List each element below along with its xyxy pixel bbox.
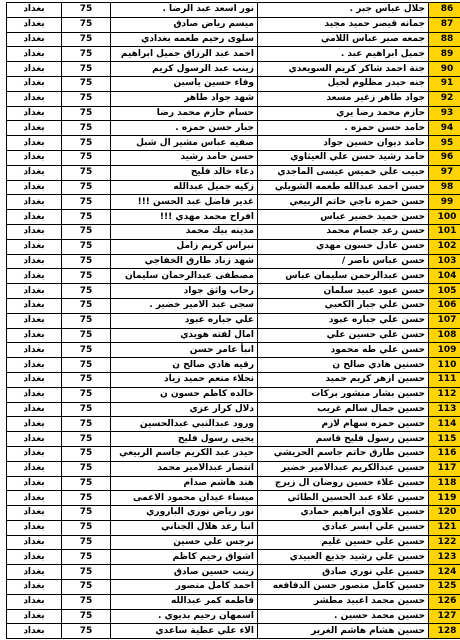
- student-name-cell: حسين عبدالكريم عبدالامير خضير: [258, 461, 429, 476]
- mother-name-cell: سلوى رحيم طعمه بغدادي: [111, 32, 258, 47]
- score-cell: 75: [62, 91, 111, 106]
- student-name-cell: جواد طاهر زغير مسعد: [258, 91, 429, 106]
- row-number-cell: 120: [429, 506, 460, 521]
- table-row: [7, 313, 460, 328]
- table-row: [7, 624, 460, 639]
- score-cell: 75: [62, 343, 111, 358]
- score-cell: 75: [62, 594, 111, 609]
- score-cell: 75: [62, 313, 111, 328]
- table-row: [7, 432, 460, 447]
- score-cell: 75: [62, 372, 111, 387]
- row-number-cell: 94: [429, 121, 460, 136]
- student-name-cell: حسن عبدالرحمن سليمان عباس: [258, 269, 429, 284]
- city-cell: بغداد: [7, 372, 62, 387]
- score-cell: 75: [62, 121, 111, 136]
- row-number-cell: 123: [429, 550, 460, 565]
- score-cell: 75: [62, 284, 111, 299]
- mother-name-cell: خالده كاظم حسون ن: [111, 387, 258, 402]
- student-name-cell: حسن حميد خضير عباس: [258, 210, 429, 225]
- student-name-cell: جمانه قيصر حميد مجيد: [258, 17, 429, 32]
- mother-name-cell: اشواق رحيم كاظم: [111, 550, 258, 565]
- city-cell: بغداد: [7, 180, 62, 195]
- table-row: [7, 402, 460, 417]
- mother-name-cell: زينب عبد الرسول كريم: [111, 62, 258, 77]
- score-cell: 75: [62, 476, 111, 491]
- city-cell: بغداد: [7, 62, 62, 77]
- student-name-cell: جنه حيدر مظلوم لجيل: [258, 76, 429, 91]
- table-row: [7, 550, 460, 565]
- row-number-cell: 92: [429, 91, 460, 106]
- city-cell: بغداد: [7, 121, 62, 136]
- city-cell: بغداد: [7, 535, 62, 550]
- score-cell: 75: [62, 62, 111, 77]
- mother-name-cell: سجى عبد الامير خضير .: [111, 298, 258, 313]
- table-row: [7, 224, 460, 239]
- row-number-cell: 115: [429, 432, 460, 447]
- score-cell: 75: [62, 550, 111, 565]
- score-cell: 75: [62, 195, 111, 210]
- student-name-cell: جميل ابراهيم عبد .: [258, 47, 429, 62]
- table-row: [7, 32, 460, 47]
- mother-name-cell: شهد زناد طارق الخفاجي: [111, 254, 258, 269]
- student-name-cell: حسن رعد جسام محمد: [258, 224, 429, 239]
- city-cell: بغداد: [7, 150, 62, 165]
- student-name-cell: حسن علي جباره عبود: [258, 313, 429, 328]
- city-cell: بغداد: [7, 328, 62, 343]
- table-row: [7, 91, 460, 106]
- row-number-cell: 126: [429, 594, 460, 609]
- city-cell: بغداد: [7, 313, 62, 328]
- student-name-cell: حسين علي نوري صادق: [258, 565, 429, 580]
- score-cell: 75: [62, 269, 111, 284]
- table-row: [7, 372, 460, 387]
- row-number-cell: 124: [429, 565, 460, 580]
- table-row: [7, 210, 460, 225]
- student-name-cell: حسنين هادي صالح ن: [258, 358, 429, 373]
- mother-name-cell: هند هاشم صدام: [111, 476, 258, 491]
- score-cell: 75: [62, 461, 111, 476]
- city-cell: بغداد: [7, 476, 62, 491]
- row-number-cell: 118: [429, 476, 460, 491]
- mother-name-cell: نور اسعد عبد الرضا .: [111, 3, 258, 18]
- mother-name-cell: نرجس علي حسين: [111, 535, 258, 550]
- table-row: [7, 47, 460, 62]
- student-name-cell: حسين علي حسين غليم: [258, 535, 429, 550]
- city-cell: بغداد: [7, 432, 62, 447]
- student-name-cell: حسن احمد عبدالله طعمه الشويلي: [258, 180, 429, 195]
- score-cell: 75: [62, 210, 111, 225]
- score-cell: 75: [62, 535, 111, 550]
- score-cell: 75: [62, 298, 111, 313]
- city-cell: بغداد: [7, 446, 62, 461]
- mother-name-cell: رحاب واثق جواد: [111, 284, 258, 299]
- row-number-cell: 88: [429, 32, 460, 47]
- city-cell: بغداد: [7, 417, 62, 432]
- city-cell: بغداد: [7, 76, 62, 91]
- table-row: [7, 609, 460, 624]
- city-cell: بغداد: [7, 284, 62, 299]
- row-number-cell: 102: [429, 239, 460, 254]
- table-row: [7, 269, 460, 284]
- table-row: [7, 165, 460, 180]
- city-cell: بغداد: [7, 224, 62, 239]
- row-number-cell: 111: [429, 372, 460, 387]
- student-name-cell: حسين محمد حسين .: [258, 609, 429, 624]
- row-number-cell: 121: [429, 520, 460, 535]
- mother-name-cell: ورود عبدالنبي عبدالحسين: [111, 417, 258, 432]
- table-row: [7, 446, 460, 461]
- mother-name-cell: زينب حسين صادق: [111, 565, 258, 580]
- row-number-cell: 127: [429, 609, 460, 624]
- table-row: [7, 328, 460, 343]
- student-name-cell: حسن عبود عبيد سلمان: [258, 284, 429, 299]
- mother-name-cell: امال لفته هويدي: [111, 328, 258, 343]
- city-cell: بغداد: [7, 269, 62, 284]
- mother-name-cell: ميساء عيدان محمود الاعمى: [111, 491, 258, 506]
- city-cell: بغداد: [7, 565, 62, 580]
- student-name-cell: حسين ازهر كريم حميد: [258, 372, 429, 387]
- score-cell: 75: [62, 387, 111, 402]
- mother-name-cell: الاء علي عطية ساعدي: [111, 624, 258, 639]
- mother-name-cell: رقيه هادي صالح ن: [111, 358, 258, 373]
- table-row: [7, 180, 460, 195]
- mother-name-cell: انبأ عامر حسن: [111, 343, 258, 358]
- city-cell: بغداد: [7, 387, 62, 402]
- mother-name-cell: يحيى رسول فليح: [111, 432, 258, 447]
- mother-name-cell: مدينه بيك محمد: [111, 224, 258, 239]
- city-cell: بغداد: [7, 106, 62, 121]
- table-row: [7, 417, 460, 432]
- score-cell: 75: [62, 580, 111, 595]
- mother-name-cell: نبراس كريم زامل: [111, 239, 258, 254]
- table-row: [7, 106, 460, 121]
- row-number-cell: 104: [429, 269, 460, 284]
- city-cell: بغداد: [7, 343, 62, 358]
- score-cell: 75: [62, 624, 111, 639]
- row-number-cell: 122: [429, 535, 460, 550]
- student-name-cell: حسين علي رشيد جذيع العبيدي: [258, 550, 429, 565]
- score-cell: 75: [62, 76, 111, 91]
- city-cell: بغداد: [7, 3, 62, 18]
- city-cell: بغداد: [7, 165, 62, 180]
- table-row: [7, 506, 460, 521]
- table-row: [7, 136, 460, 151]
- city-cell: بغداد: [7, 402, 62, 417]
- student-name-cell: حامد حسن حمزه .: [258, 121, 429, 136]
- city-cell: بغداد: [7, 506, 62, 521]
- city-cell: بغداد: [7, 17, 62, 32]
- table-row: [7, 491, 460, 506]
- row-number-cell: 107: [429, 313, 460, 328]
- city-cell: بغداد: [7, 520, 62, 535]
- table-row: [7, 121, 460, 136]
- student-name-cell: حسين علي ابسر عبادي: [258, 520, 429, 535]
- score-cell: 75: [62, 402, 111, 417]
- student-name-cell: حازم محمد رضا يري: [258, 106, 429, 121]
- city-cell: بغداد: [7, 358, 62, 373]
- score-cell: 75: [62, 506, 111, 521]
- student-name-cell: حسن علي جبار الكعبي: [258, 298, 429, 313]
- student-name-cell: حسين محمد اعبيد مطشر: [258, 594, 429, 609]
- table-row: [7, 195, 460, 210]
- student-name-cell: حسين حمزه سهام لازم: [258, 417, 429, 432]
- mother-name-cell: نجلاء منعم حميد زياد: [111, 372, 258, 387]
- table-row: [7, 298, 460, 313]
- mother-name-cell: علي جباره عبود: [111, 313, 258, 328]
- table-row: [7, 565, 460, 580]
- table-row: [7, 580, 460, 595]
- mother-name-cell: جبار حسن حمزه .: [111, 121, 258, 136]
- table-row: [7, 284, 460, 299]
- mother-name-cell: زكيه جميل عبدالله: [111, 180, 258, 195]
- table-row: [7, 3, 460, 18]
- table-row: [7, 343, 460, 358]
- city-cell: بغداد: [7, 580, 62, 595]
- row-number-cell: 97: [429, 165, 460, 180]
- row-number-cell: 100: [429, 210, 460, 225]
- student-name-cell: حسن علي حسين علي: [258, 328, 429, 343]
- city-cell: بغداد: [7, 461, 62, 476]
- mother-name-cell: انتصار عبدالامير محمد: [111, 461, 258, 476]
- mother-name-cell: نور رياض نوري الباروري: [111, 506, 258, 521]
- table-body: [7, 3, 460, 639]
- table-row: [7, 358, 460, 373]
- city-cell: بغداد: [7, 32, 62, 47]
- row-number-cell: 93: [429, 106, 460, 121]
- mother-name-cell: اسمهان رحيم بديوي .: [111, 609, 258, 624]
- table-row: [7, 476, 460, 491]
- row-number-cell: 87: [429, 17, 460, 32]
- score-cell: 75: [62, 328, 111, 343]
- mother-name-cell: حسن حامد رشيد: [111, 150, 258, 165]
- score-cell: 75: [62, 432, 111, 447]
- row-number-cell: 103: [429, 254, 460, 269]
- student-name-cell: حسن عباس ناصر /: [258, 254, 429, 269]
- mother-name-cell: ميسم رياض صادق: [111, 17, 258, 32]
- row-number-cell: 110: [429, 358, 460, 373]
- student-name-cell: حسن علي طه محمود: [258, 343, 429, 358]
- row-number-cell: 128: [429, 624, 460, 639]
- row-number-cell: 105: [429, 284, 460, 299]
- mother-name-cell: غدير فاضل عبد الحسن !!!: [111, 195, 258, 210]
- row-number-cell: 125: [429, 580, 460, 595]
- score-cell: 75: [62, 136, 111, 151]
- score-cell: 75: [62, 3, 111, 18]
- mother-name-cell: دلال كرار عزي: [111, 402, 258, 417]
- row-number-cell: 116: [429, 446, 460, 461]
- city-cell: بغداد: [7, 624, 62, 639]
- city-cell: بغداد: [7, 594, 62, 609]
- score-cell: 75: [62, 32, 111, 47]
- table-row: [7, 594, 460, 609]
- mother-name-cell: افراح محمد مهدي !!!: [111, 210, 258, 225]
- table-row: [7, 520, 460, 535]
- student-name-cell: حبيب علي خميس عيسى الماجدي: [258, 165, 429, 180]
- score-cell: 75: [62, 239, 111, 254]
- row-number-cell: 114: [429, 417, 460, 432]
- mother-name-cell: دعاء خالد فليح: [111, 165, 258, 180]
- score-cell: 75: [62, 254, 111, 269]
- score-cell: 75: [62, 417, 111, 432]
- row-number-cell: 89: [429, 47, 460, 62]
- table-row: [7, 387, 460, 402]
- student-name-cell: حسين جمال سالم غريب: [258, 402, 429, 417]
- score-cell: 75: [62, 446, 111, 461]
- table-row: [7, 76, 460, 91]
- student-name-cell: حسن عادل حسون مهدي: [258, 239, 429, 254]
- mother-name-cell: فاطمه كمر عبدالله: [111, 594, 258, 609]
- mother-name-cell: صفيه عباس مشير ال شبل: [111, 136, 258, 151]
- score-cell: 75: [62, 180, 111, 195]
- student-name-cell: حامد ديوان حسين جواد: [258, 136, 429, 151]
- row-number-cell: 117: [429, 461, 460, 476]
- score-cell: 75: [62, 491, 111, 506]
- mother-name-cell: احمد عبد الرزاق جميل ابراهيم: [111, 47, 258, 62]
- city-cell: بغداد: [7, 491, 62, 506]
- city-cell: بغداد: [7, 136, 62, 151]
- row-number-cell: 101: [429, 224, 460, 239]
- city-cell: بغداد: [7, 195, 62, 210]
- city-cell: بغداد: [7, 239, 62, 254]
- row-number-cell: 90: [429, 62, 460, 77]
- row-number-cell: 91: [429, 76, 460, 91]
- row-number-cell: 106: [429, 298, 460, 313]
- student-name-cell: جلال عباس جبر .: [258, 3, 429, 18]
- city-cell: بغداد: [7, 47, 62, 62]
- score-cell: 75: [62, 358, 111, 373]
- city-cell: بغداد: [7, 91, 62, 106]
- table-row: [7, 17, 460, 32]
- city-cell: بغداد: [7, 210, 62, 225]
- score-cell: 75: [62, 150, 111, 165]
- table-row: [7, 150, 460, 165]
- student-name-cell: حامد رشيد حسن علي العيثاوي: [258, 150, 429, 165]
- mother-name-cell: وفاء حسين ياسين: [111, 76, 258, 91]
- student-name-cell: حسن حمزه ناجي حاتم الربيعي: [258, 195, 429, 210]
- score-cell: 75: [62, 165, 111, 180]
- score-cell: 75: [62, 609, 111, 624]
- row-number-cell: 98: [429, 180, 460, 195]
- row-number-cell: 119: [429, 491, 460, 506]
- mother-name-cell: حيدر عبد الكريم جاسم الربيعي: [111, 446, 258, 461]
- mother-name-cell: مصطفى عبدالرحمان سليمان: [111, 269, 258, 284]
- student-name-cell: حسين هشام هاشم الغرير: [258, 624, 429, 639]
- row-number-cell: 96: [429, 150, 460, 165]
- score-cell: 75: [62, 565, 111, 580]
- score-cell: 75: [62, 106, 111, 121]
- row-number-cell: 86: [429, 3, 460, 18]
- student-name-cell: حسين كامل منصور حسن الدفافعه: [258, 580, 429, 595]
- table-row: [7, 239, 460, 254]
- city-cell: بغداد: [7, 609, 62, 624]
- student-name-cell: حسين رسول فليح قاسم: [258, 432, 429, 447]
- table-row: [7, 535, 460, 550]
- row-number-cell: 112: [429, 387, 460, 402]
- table-row: [7, 254, 460, 269]
- student-name-cell: حسين علاوي ابراهيم حمادي: [258, 506, 429, 521]
- mother-name-cell: انبأ رعد هلال الجناني: [111, 520, 258, 535]
- score-cell: 75: [62, 47, 111, 62]
- row-number-cell: 99: [429, 195, 460, 210]
- table-row: [7, 62, 460, 77]
- score-cell: 75: [62, 520, 111, 535]
- student-name-cell: حسين طارق حاتم جاسم الحريشي: [258, 446, 429, 461]
- row-number-cell: 108: [429, 328, 460, 343]
- student-name-cell: حسين بشار منشور بركات: [258, 387, 429, 402]
- row-number-cell: 113: [429, 402, 460, 417]
- mother-name-cell: حسام حازم محمد رضا: [111, 106, 258, 121]
- student-name-cell: جنة احمد شاكر كريم السويعدي: [258, 62, 429, 77]
- city-cell: بغداد: [7, 550, 62, 565]
- score-cell: 75: [62, 17, 111, 32]
- table-row: [7, 461, 460, 476]
- student-name-cell: حسين علاء حسين روضان ال زيرج: [258, 476, 429, 491]
- results-table: [6, 2, 460, 639]
- student-name-cell: حسين علاء عبد الحسين الطائي: [258, 491, 429, 506]
- row-number-cell: 95: [429, 136, 460, 151]
- city-cell: بغداد: [7, 298, 62, 313]
- student-name-cell: جمعه صبر عباس اللامي: [258, 32, 429, 47]
- city-cell: بغداد: [7, 254, 62, 269]
- row-number-cell: 109: [429, 343, 460, 358]
- mother-name-cell: احمد كامل منصور: [111, 580, 258, 595]
- score-cell: 75: [62, 224, 111, 239]
- mother-name-cell: شهد جواد طاهر: [111, 91, 258, 106]
